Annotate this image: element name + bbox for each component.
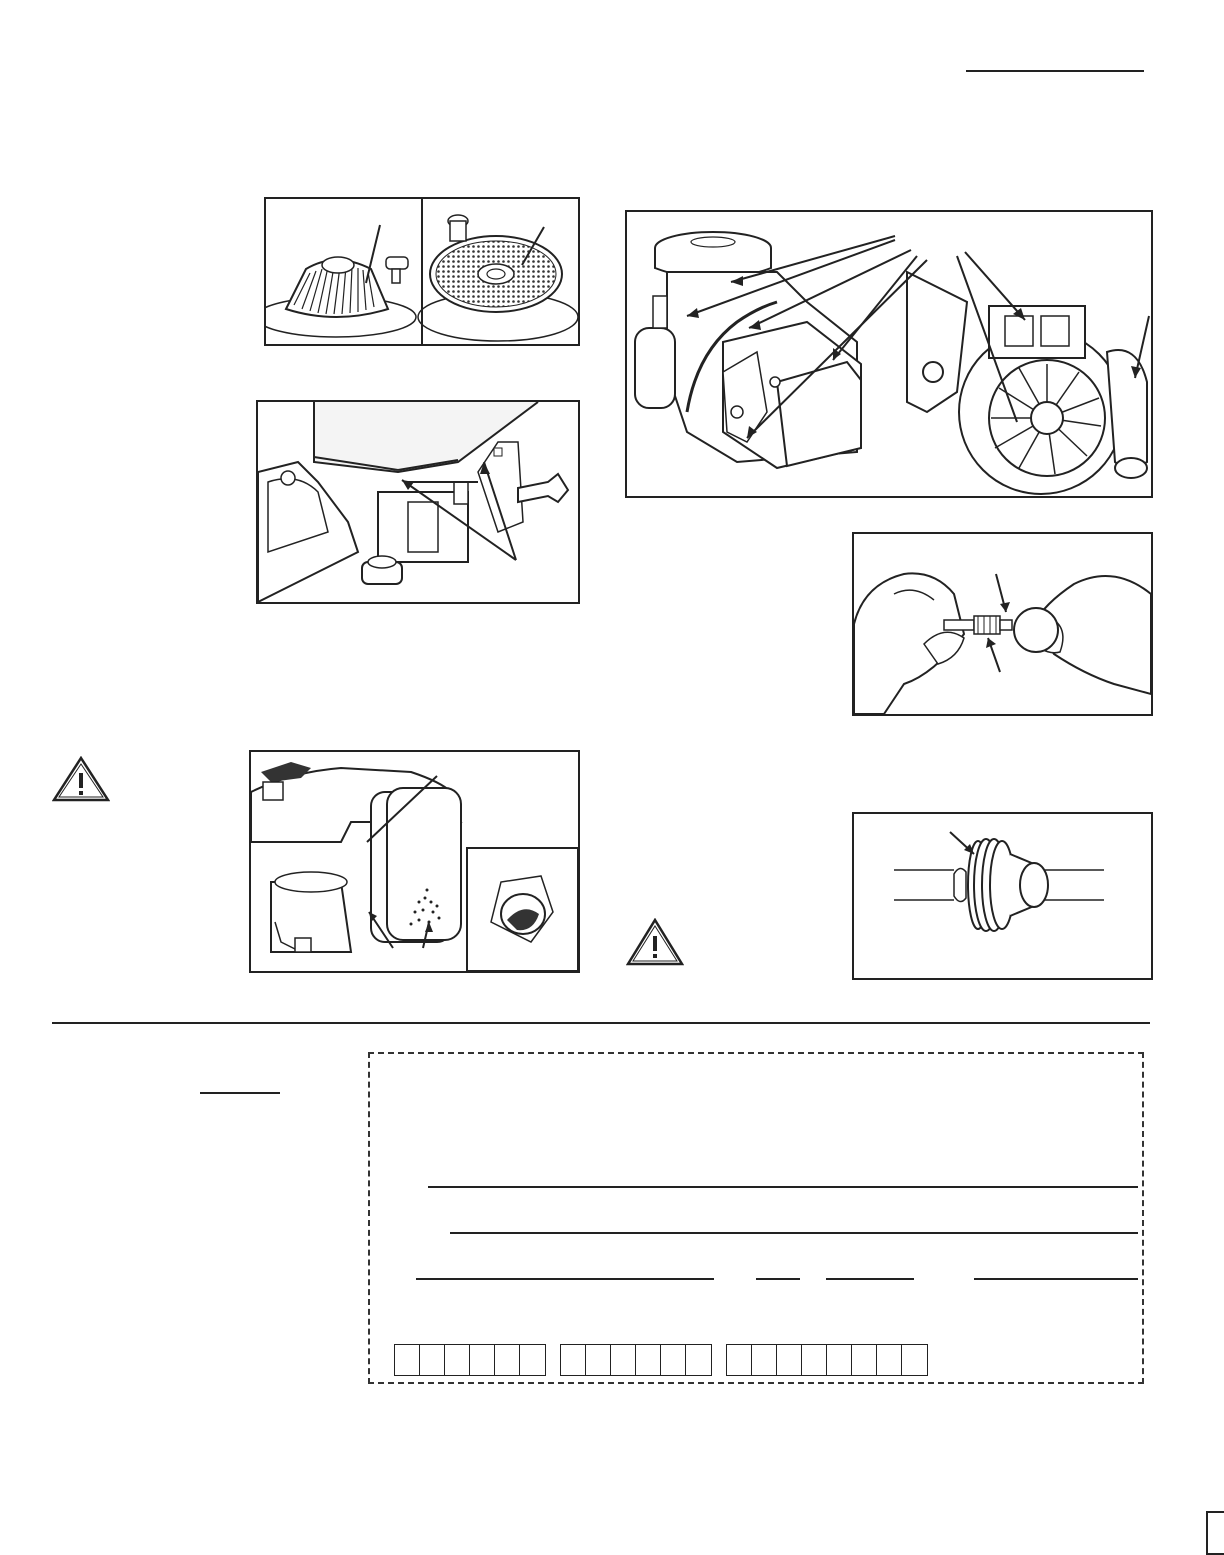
form-field-line-3b[interactable]	[756, 1278, 800, 1280]
form-field-line-2[interactable]	[450, 1232, 1138, 1234]
warning-triangle-icon	[626, 918, 684, 966]
page-number-tab	[1206, 1511, 1224, 1555]
figure-spark-plug-gap	[852, 532, 1153, 716]
figure-recoil-starter-screen	[264, 197, 580, 346]
figure-carburetor-linkage	[256, 400, 580, 604]
form-field-line-3a[interactable]	[416, 1278, 714, 1280]
figure-spark-plug-boot	[852, 812, 1153, 980]
form-field-line-3d[interactable]	[974, 1278, 1138, 1280]
figure-muffler	[249, 750, 580, 973]
muffler-illustration	[251, 752, 578, 971]
section-divider	[52, 1022, 1150, 1024]
digit-group-1[interactable]	[394, 1344, 546, 1376]
digit-group-3[interactable]	[726, 1344, 928, 1376]
record-form	[368, 1052, 1144, 1384]
digit-group-2[interactable]	[560, 1344, 712, 1376]
spark-plug-boot-illustration	[854, 814, 1151, 978]
left-underline	[200, 1092, 280, 1094]
figure-engine-overview	[625, 210, 1153, 498]
carburetor-illustration	[258, 402, 578, 602]
form-field-line-1[interactable]	[428, 1186, 1138, 1188]
warning-triangle-icon	[52, 756, 110, 802]
recoil-starter-illustration	[266, 199, 578, 344]
engine-illustration	[627, 212, 1151, 496]
header-rule	[966, 70, 1144, 72]
spark-plug-gap-illustration	[854, 534, 1151, 714]
form-field-line-3c[interactable]	[826, 1278, 914, 1280]
